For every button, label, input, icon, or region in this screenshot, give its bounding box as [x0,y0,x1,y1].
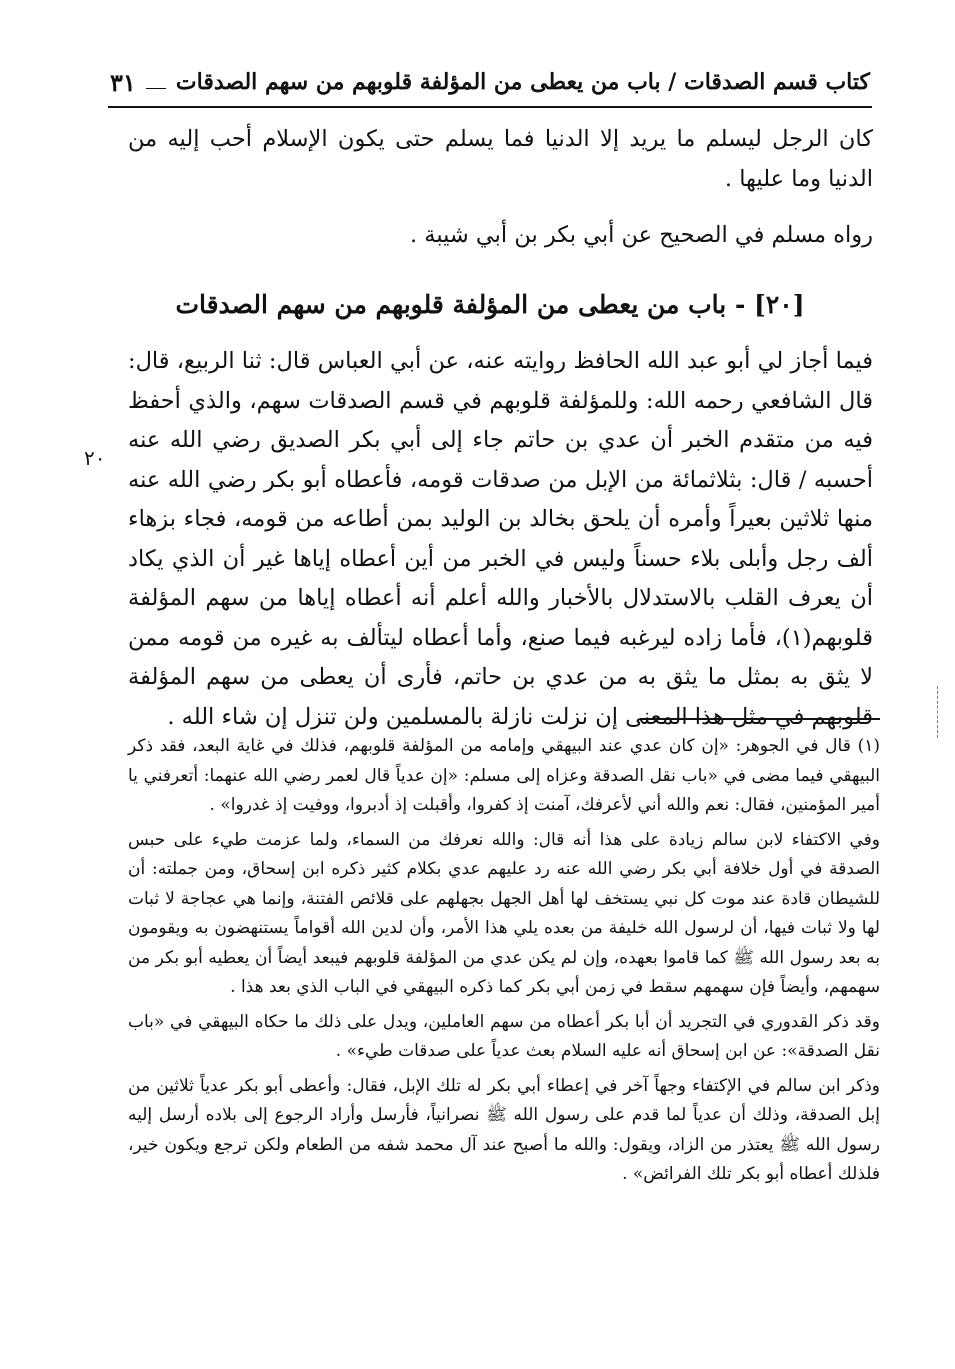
paragraph-continuation: كان الرجل ليسلم ما يريد إلا الدنيا فما يسلم حتى يكون الإسلام أحب إليه من الدنيا وما عليها . [128,126,873,192]
footnote-paragraph: وقد ذكر القدوري في التجريد أن أبا بكر أعطاه من سهم العاملين، ويدل على ذلك ما حكاه البيهقي في «باب نقل الصدقة»: عن ابن إسحاق أنه عليه السلام بعث عدياً على صدقات طيء» . [128,1011,880,1061]
header-rule [146,88,166,89]
scan-margin-mark [937,686,938,738]
footnote-separator [640,718,880,720]
footnote-1: (١) قال في الجوهر: «إن كان عدي عند البيهقي وإمامه من المؤلفة قلوبهم، فذلك في غاية البعد، فقد ذكر البيهقي فيما مضى في «باب نقل الصدقة وعزاه إلى مسلم: «إن عدياً قال لعمر رضي الله عنهما: أتعرفني يا أمير المؤمنين، فقال: نعم والله أني لأعرفك، آمنت إذ كفروا، وأقبلت إذ أدبروا، ووفيت إذ غدروا» . [128,736,880,815]
margin-number: ٢٠ [84,446,106,470]
header-underline [108,106,872,108]
footnotes [128,732,880,1195]
header-title: كتاب قسم الصدقات / باب من يعطى من المؤلفة قلوبهم من سهم الصدقات [175,69,870,95]
chapter-title: [٢٠] - باب من يعطى من المؤلفة قلوبهم من سهم الصدقات [175,290,805,319]
footnote-paragraph: وذكر ابن سالم في الإكتفاء وجهاً آخر في إعطاء أبي بكر له تلك الإبل، فقال: وأعطى أبو بكر عدياً ثلاثين من إبل الصدقة، وذلك أن عدياً لما قدم على رسول الله ﷺ نصرانياً، فأرسل وأراد الرجوع إلى بلاده أرسل إليه رسول الله ﷺ يعتذر من الزاد، ويقول: والله ما أصبح عند آل محمد شفه من الطعام ولكن ترجع ويكون خير، فلذلك أعطاه أبو بكر تلك الفرائض» . [128,1075,880,1184]
running-header [110,62,870,102]
paragraph-main: فيما أجاز لي أبو عبد الله الحافظ روايته عنه، عن أبي العباس قال: ثنا الربيع، قال: قال الشافعي رحمه الله: وللمؤلفة قلوبهم في قسم الصدقات سهم، والذي أحفظ فيه من متقدم الخبر أن عدي بن حاتم جاء إلى أبي بكر الصديق رضي الله عنه أحسبه / قال: بثلاثمائة من الإبل من صدقات قومه، فأعطاه أبو بكر رضي الله عنه منها ثلاثين بعيراً وأمره أن يلحق بخالد بن الوليد بمن أطاعه من قومه، فجاء بزهاء ألف رجل وأبلى بلاء حسناً وليس في الخبر من أين أعطاه إياها غير أن الذي يكاد أن يعرف القلب بالاستدلال بالأخبار والله أعلم أنه أعطاه إياها من سهم المؤلفة قلوبهم(١)، فأما زاده ليرغبه فيما صنع، وأما أعطاه ليتألف به غيره من قومه ممن لا يثق به بمثل ما يثق به من عدي بن حاتم، فأرى أن يعطى من سهم المؤلفة قلوبهم في مثل هذا المعنى إن نزلت نازلة بالمسلمين ولن تنزل إن شاء الله . [128,348,873,730]
page-number: ٣١ [110,67,136,97]
footnote-paragraph: وفي الاكتفاء لابن سالم زيادة على هذا أنه قال: والله نعرفك من السماء، ولما عزمت طيء على حبس الصدقة في أول خلافة أبي بكر رضي الله عنه رد عليهم عدي بكلام كثير ذكره ابن إسحاق، ومن جملته: أن للشيطان قادة عند موت كل نبي يستخف لها أهل الجهل بجهلهم على قلائص الفتنة، وإنما هي عجاجة لا ثبات لها ولا ثبات فيها، أن لرسول الله خليفة من بعده يلي هذا الأمر، وأن لدين الله أقواماً يستنهضون به ويقومون به بعد رسول الله ﷺ كما قاموا بعهده، وإن لم يكن عدي من المؤلفة قلوبهم فيبعد أيضاً أن يعطيه أبو بكر من سهمهم، وأيضاً فإن سهمهم سقط في زمن أبي بكر كما ذكره البيهقي في الباب الذي بعد هذا . [128,829,880,997]
paragraph-narration: رواه مسلم في الصحيح عن أبي بكر بن أبي شيبة . [409,222,873,248]
